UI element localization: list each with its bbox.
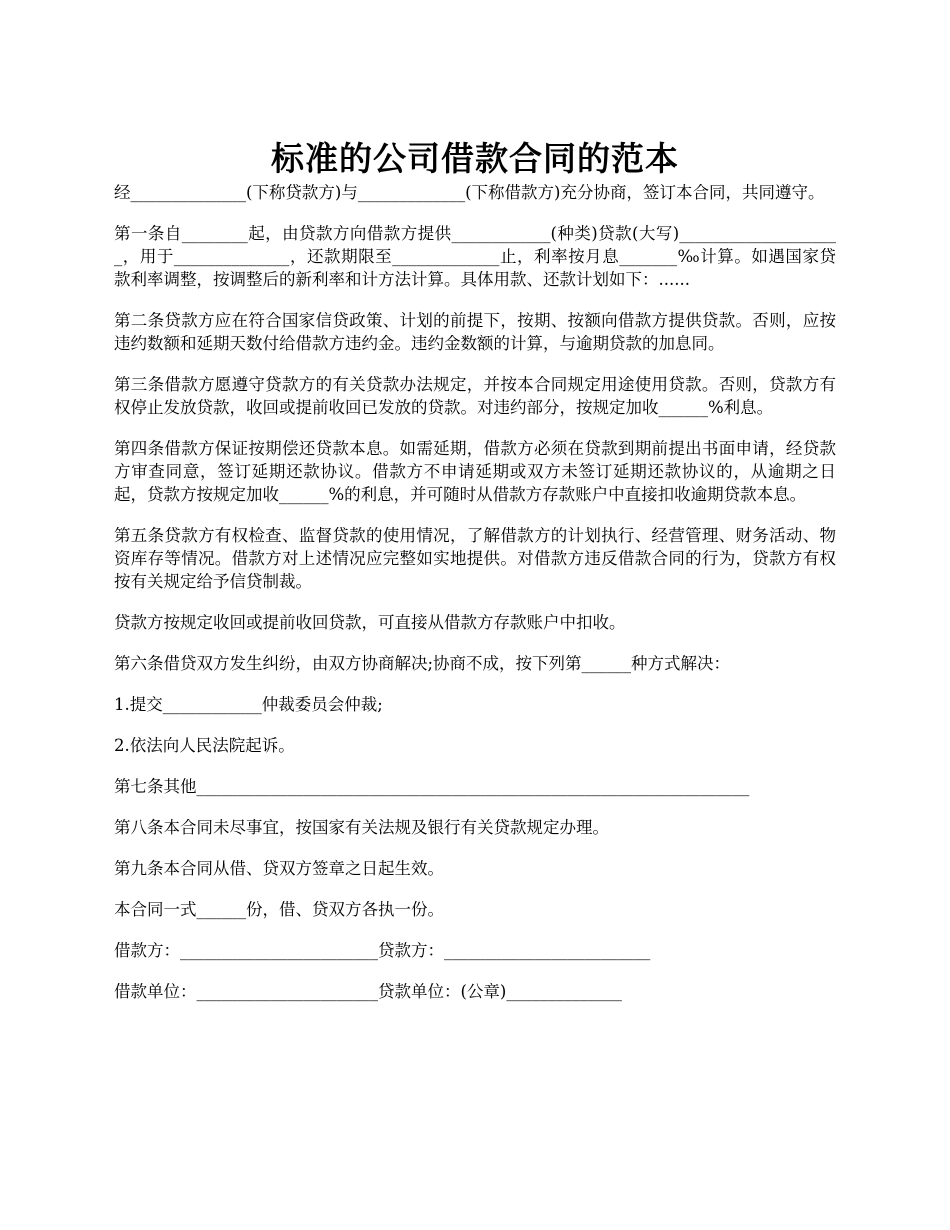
- document-title: 标准的公司借款合同的范本: [271, 139, 679, 179]
- article-5-supplement-paragraph: 贷款方按规定收回或提前收回贷款，可直接从借款方存款账户中扣收。: [114, 613, 626, 632]
- article-4-paragraph: 第四条借款方保证按期偿还贷款本息。如需延期，借款方必须在贷款到期前提出书面申请，经贷款方审查同意，签订延期还款协议。借款方不申请延期或双方未签订延期还款协议的，从逾期之日起，贷款方按规定加收______%的利息，并可随时从借款方存款账户中直接扣收逾期贷款本息。: [114, 439, 836, 504]
- article-8-paragraph: 第八条本合同未尽事宜，按国家有关法规及银行有关贷款规定办理。: [114, 818, 609, 837]
- article-2-paragraph: 第二条贷款方应在符合国家信贷政策、计划的前提下，按期、按额向借款方提供贷款。否则，应按违约数额和延期天数付给借款方违约金。违约金数额的计算，与逾期贷款的加息同。: [114, 311, 836, 353]
- article-3-paragraph: 第三条借款方愿遵守贷款方的有关贷款办法规定，并按本合同规定用途使用贷款。否则，贷款方有权停止发放贷款，收回或提前收回已发放的贷款。对违约部分，按规定加收______%利息。: [114, 375, 836, 417]
- intro-paragraph: 经______________(下称贷款方)与_____________(下称借款方)充分协商，签订本合同，共同遵守。: [114, 183, 825, 202]
- signature-parties-line: 借款方：________________________贷款方：_________________________: [114, 941, 651, 960]
- article-7-paragraph: 第七条其他___________________________________________________________________: [114, 777, 750, 796]
- option-1-paragraph: 1.提交____________仲裁委员会仲裁;: [114, 695, 383, 714]
- signature-units-line: 借款单位：______________________贷款单位：(公章)______________: [114, 982, 622, 1001]
- article-9-paragraph: 第九条本合同从借、贷双方签章之日起生效。: [114, 859, 444, 878]
- option-2-paragraph: 2.依法向人民法院起诉。: [114, 736, 295, 755]
- copies-paragraph: 本合同一式______份，借、贷双方各执一份。: [114, 900, 444, 919]
- article-5-paragraph: 第五条贷款方有权检查、监督贷款的使用情况，了解借款方的计划执行、经营管理、财务活动、物资库存等情况。借款方对上述情况应完整如实地提供。对借款方违反借款合同的行为，贷款方有权按有关规定给予信贷制裁。: [114, 526, 836, 591]
- article-1-paragraph: 第一条自________起，由贷款方向借款方提供____________(种类)贷款(大写)____________________，用于______________，还款期限至_____________止，利率按月息_______‰计算。如遇国家贷款利率调整，按调整后的新利率和计方法计算。具体用款、还款计划如下：......: [114, 224, 836, 289]
- document-body: [114, 181, 836, 1021]
- article-6-paragraph: 第六条借贷双方发生纠纷，由双方协商解决;协商不成，按下列第______种方式解决：: [114, 654, 731, 673]
